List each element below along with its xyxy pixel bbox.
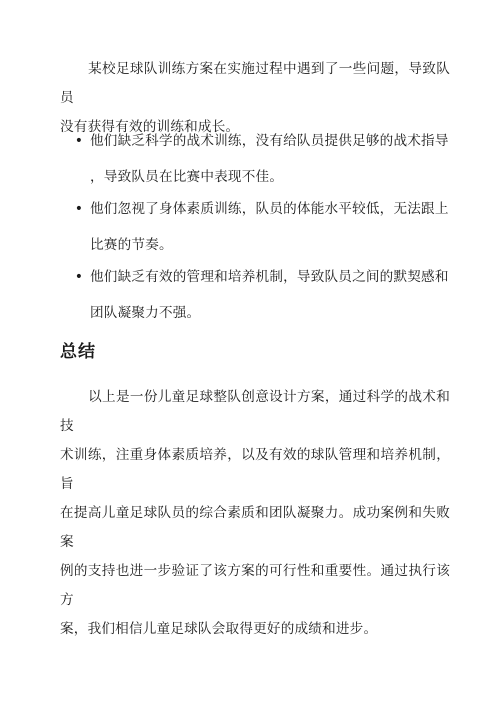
summary-line-2: 术训练，注重身体素质培养，以及有效的球队管理和培养机制，旨 — [60, 447, 450, 492]
bullet-line-2: 比赛的节奏。 — [90, 237, 173, 253]
bullet-line-1: 他们忽视了身体素质训练，队员的体能水平较低，无法跟上 — [90, 201, 449, 217]
bullet-line-1: 他们缺乏科学的战术训练，没有给队员提供足够的战术指导 — [90, 133, 449, 149]
intro-line-1: 某校足球队训练方案在实施过程中遇到了一些问题，导致队员 — [60, 61, 450, 106]
summary-line-1: 以上是一份儿童足球整队创意设计方案，通过科学的战术和技 — [60, 389, 450, 434]
bullet-dot-icon: • — [74, 133, 84, 149]
bullet-text — [90, 123, 450, 195]
bullet-dot-icon: • — [74, 269, 84, 285]
summary-paragraph — [60, 383, 450, 644]
bullet-dot-icon: • — [74, 201, 84, 217]
bullet-text — [90, 259, 450, 331]
summary-line-5: 案，我们相信儿童足球队会取得更好的成绩和进步。 — [60, 621, 378, 637]
intro-line-2: 没有获得有效的训练和成长。 — [60, 119, 240, 135]
summary-line-4: 例的支持也进一步验证了该方案的可行性和重要性。通过执行该方 — [60, 563, 450, 608]
summary-line-3: 在提高儿童足球队员的综合素质和团队凝聚力。成功案例和失败案 — [60, 505, 450, 550]
bullet-line-2: 团队凝聚力不强。 — [90, 305, 201, 321]
bullet-text — [90, 191, 450, 263]
bullet-line-2: ，导致队员在比赛中表现不佳。 — [90, 169, 284, 185]
summary-heading: 总结 — [60, 342, 96, 362]
bullet-line-1: 他们缺乏有效的管理和培养机制，导致队员之间的默契感和 — [90, 269, 449, 285]
